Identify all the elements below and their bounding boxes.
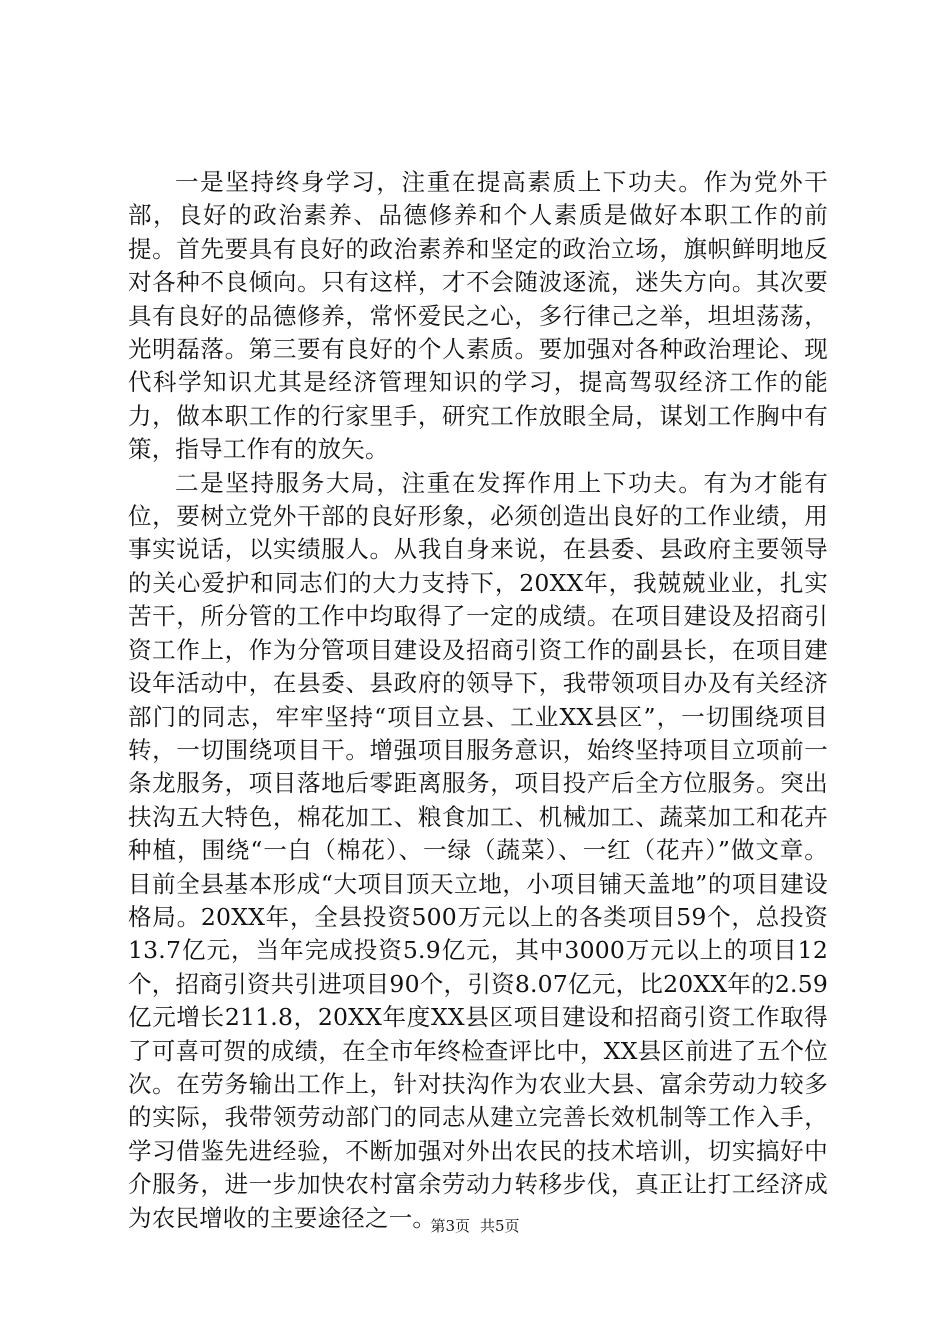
paragraph-1: 一是坚持终身学习，注重在提高素质上下功夫。作为党外干部，良好的政治素养、品德修养和个人素质是做好本职工作的前提。首先要具有良好的政治素养和坚定的政治立场，旗帜鲜明地反对各种不良倾向。只有这样，才不会随波逐流，迷失方向。其次要具有良好的品德修养，常怀爱民之心，多行律己之举，坦坦荡荡，光明磊落。第三要有良好的个人素质。要加强对各种政治理论、现代科学知识尤其是经济管理知识的学习，提高驾驭经济工作的能力，做本职工作的行家里手，研究工作放眼全局，谋划工作胸中有策，指导工作有的放矢。 xyxy=(128,168,828,464)
paragraph-2: 二是坚持服务大局，注重在发挥作用上下功夫。有为才能有位，要树立党外干部的良好形象，必须创造出良好的工作业绩，用事实说话，以实绩服人。从我自身来说，在县委、县政府主要领导的关心爱护和同志们的大力支持下，20XX年，我兢兢业业，扎实苦干，所分管的工作中均取得了一定的成绩。在项目建设及招商引资工作上，作为分管项目建设及招商引资工作的副县长，在项目建设年活动中，在县委、县政府的领导下，我带领项目办及有关经济部门的同志，牢牢坚持“项目立县、工业XX县区”，一切围绕项目转，一切围绕项目干。增强项目服务意识，始终坚持项目立项前一条龙服务，项目落地后零距离服务，项目投产后全方位服务。突出扶沟五大特色，棉花加工、粮食加工、机械加工、蔬菜加工和花卉种植，围绕“一白（棉花）、一绿（蔬菜）、一红（花卉）”做文章。目前全县基本形成“大项目顶天立地，小项目铺天盖地”的项目建设格局。20XX年，全县投资500万元以上的各类项目59个，总投资13.7亿元，当年完成投资5.9亿元，其中3000万元以上的项目12个，招商引资共引进项目90个，引资8.07亿元，比20XX年的2.59亿元增长211.8，20XX年度XX县区项目建设和招商引资工作取得了可喜可贺的成绩，在全市年终检查评比中，XX县区前进了五个位次。在劳务输出工作上，针对扶沟作为农业大县、富余劳动力较多的实际，我带领劳动部门的同志从建立完善长效机制等工作入手，学习借鉴先进经验，不断加强对外出农民的技术培训，切实搞好中介服务，进一步加快农村富余劳动力转移步伐，真正让打工经济成为农民增收的主要途径之一。 xyxy=(128,468,828,1232)
page-footer xyxy=(0,1216,950,1236)
page-number-total: 共5页 xyxy=(480,1217,520,1235)
document-body xyxy=(128,166,828,1235)
page-number-current: 第3页 xyxy=(430,1217,470,1235)
